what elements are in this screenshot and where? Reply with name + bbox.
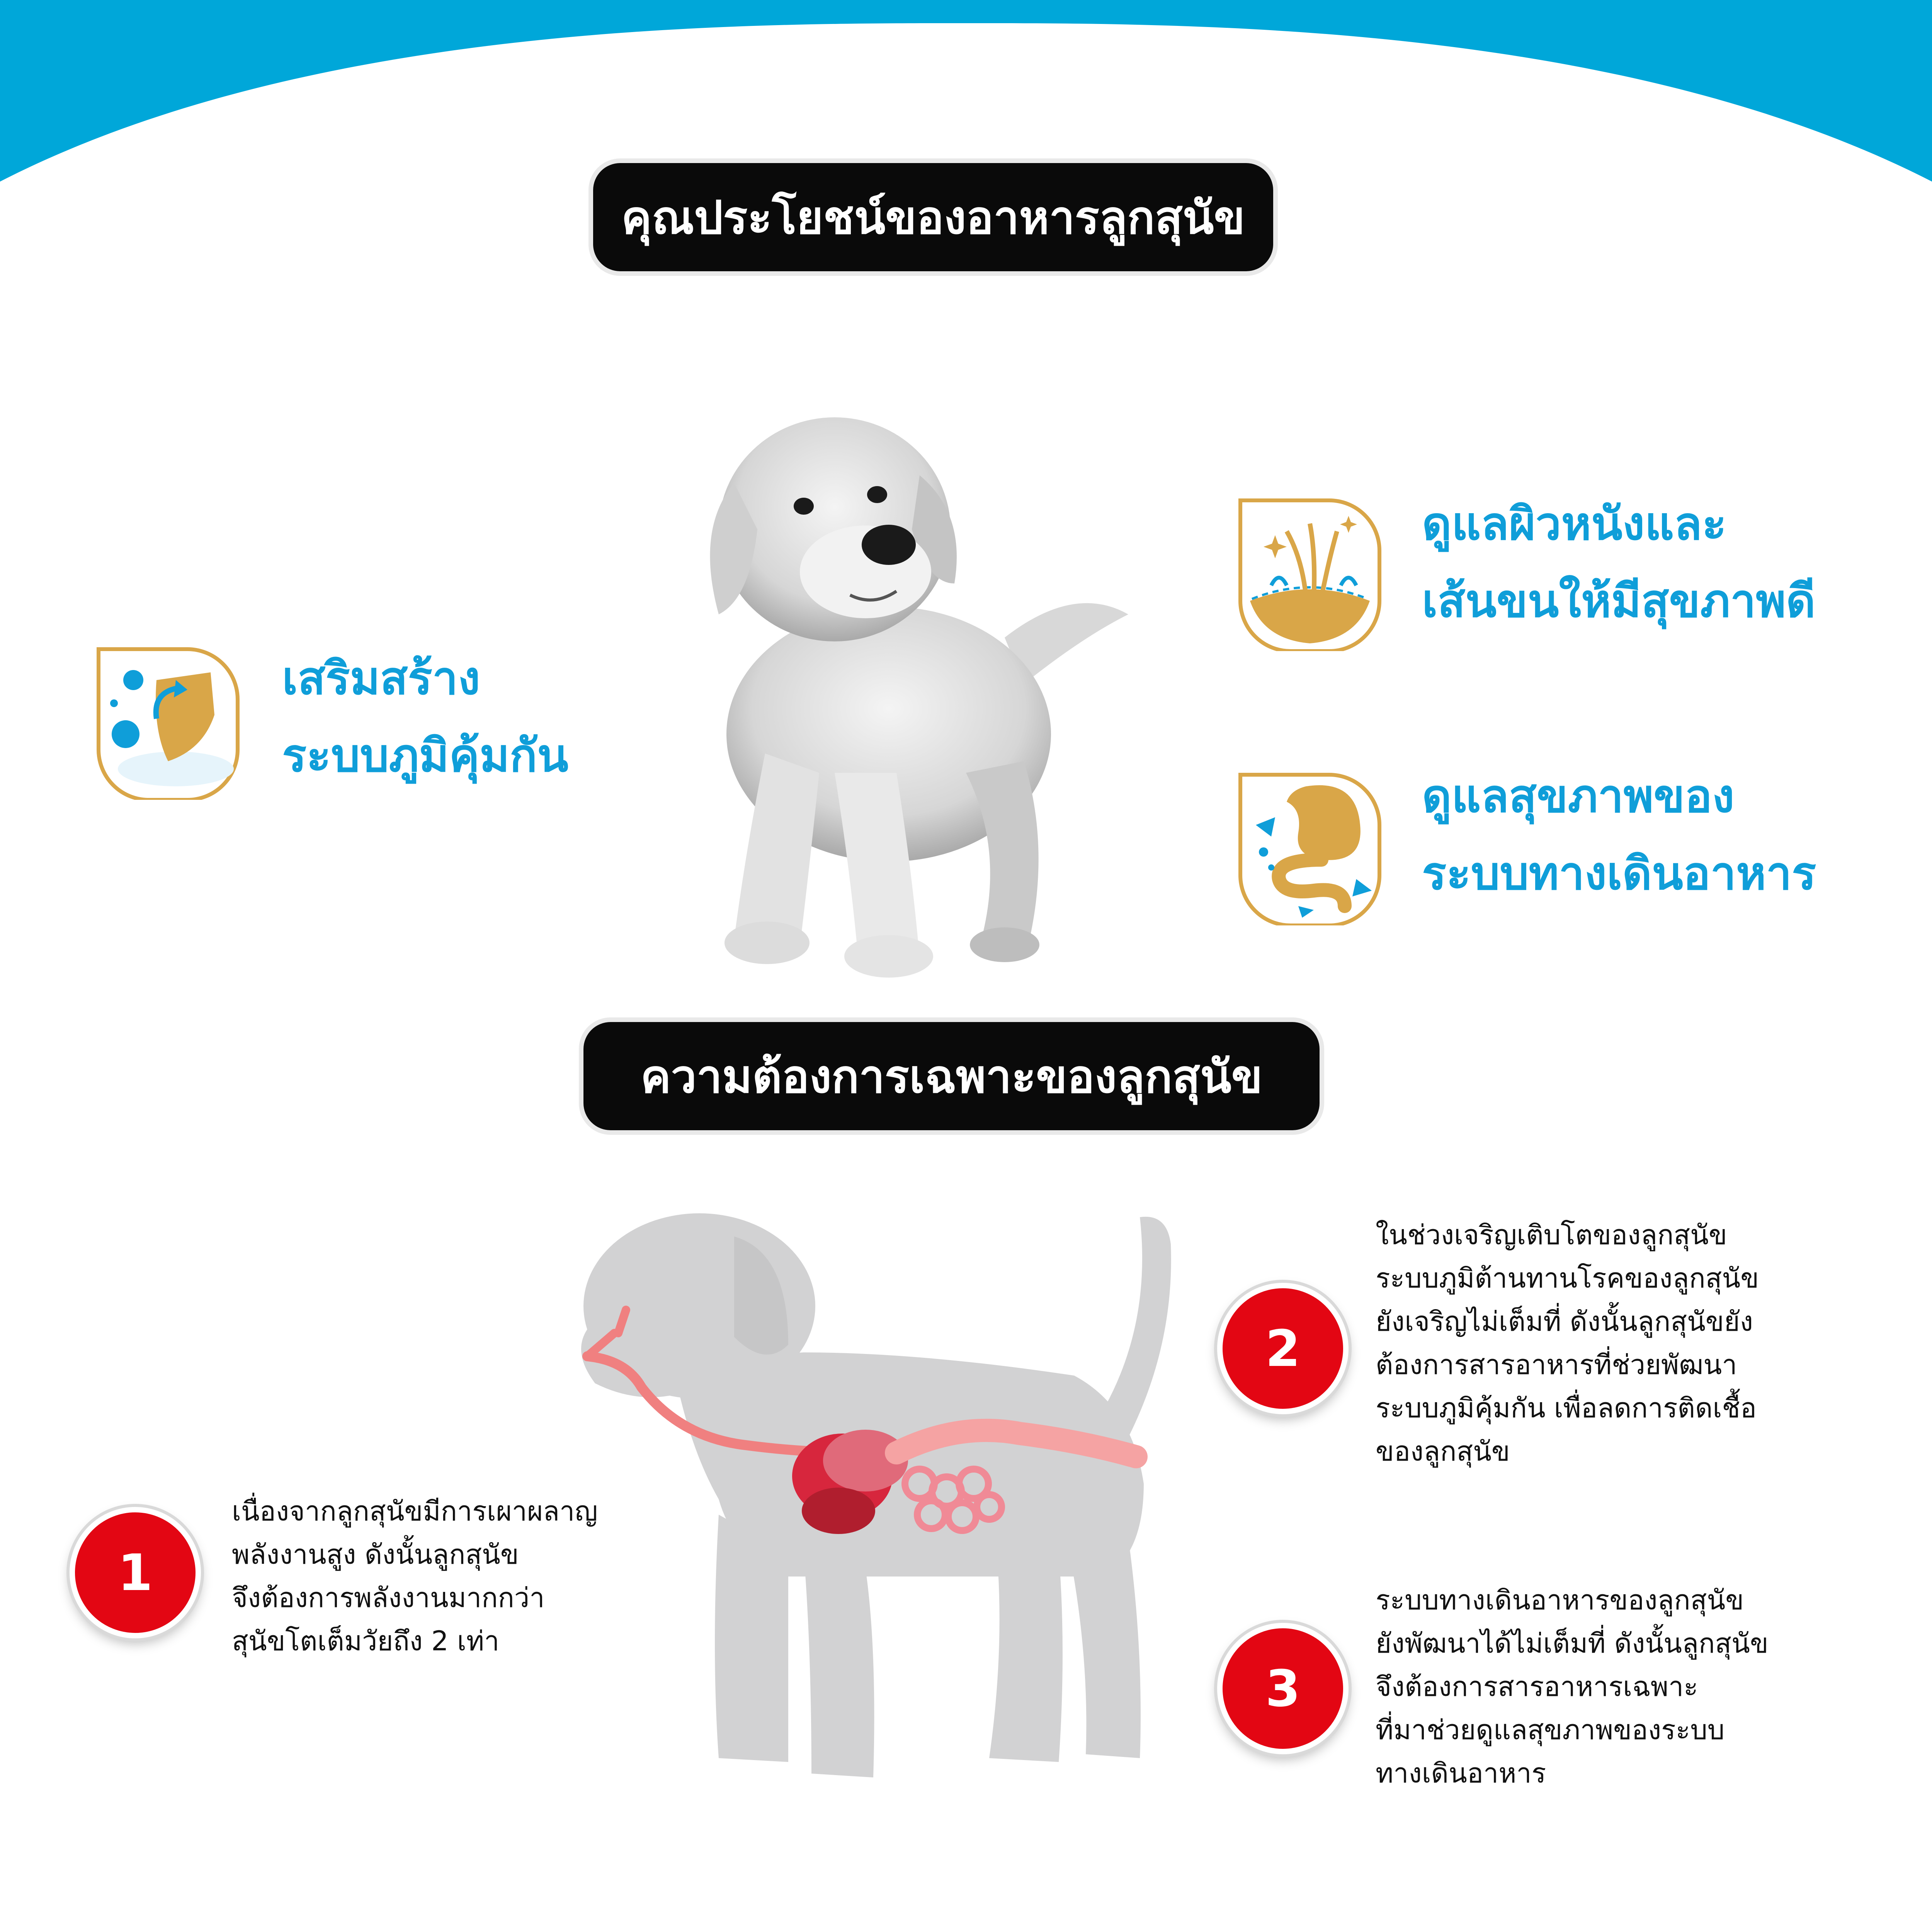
- benefit-immune-line1: เสริมสร้าง: [282, 651, 480, 705]
- need-number-1: 1: [70, 1507, 201, 1638]
- benefit-digest-line2: ระบบทางเดินอาหาร: [1422, 847, 1816, 900]
- immune-shield-icon: [87, 638, 249, 800]
- benefit-skin-text: [1422, 485, 1816, 639]
- need-note-2-line: ในช่วงเจริญเติบโตของลูกสุนัข: [1376, 1219, 1727, 1251]
- need-note-1-line: พลังงานสูง ดังนั้นลูกสุนัข: [232, 1539, 519, 1570]
- need-note-2-line: ต้องการสารอาหารที่ช่วยพัฒนา: [1376, 1349, 1737, 1381]
- need-note-2-line: ระบบภูมิคุ้มกัน เพื่อลดการติดเชื้อ: [1376, 1392, 1757, 1424]
- benefit-skin-line2: เส้นขนให้มีสุขภาพดี: [1422, 574, 1816, 628]
- puppy-photo: [618, 367, 1159, 993]
- benefit-digest-line1: ดูแลสุขภาพของ: [1422, 769, 1735, 823]
- need-number-3: 3: [1217, 1623, 1349, 1754]
- skin-coat-icon: [1229, 489, 1391, 651]
- need-note-2: [1376, 1213, 1759, 1473]
- need-note-1-line: จึงต้องการพลังงานมากกว่า: [232, 1582, 545, 1614]
- need-note-3-line: ที่มาช่วยดูแลสุขภาพของระบบ: [1376, 1714, 1725, 1746]
- need-note-1-line: สุนัขโตเต็มวัยถึง 2 เท่า: [232, 1625, 500, 1657]
- benefits-header: คุณประโยชน์ของอาหารลูกสุนัข: [593, 163, 1273, 271]
- need-note-1-line: เนื่องจากลูกสุนัขมีการเผาผลาญ: [232, 1495, 598, 1527]
- need-note-3-line: ยังพัฒนาได้ไม่เต็มที่ ดังนั้นลูกสุนัข: [1376, 1628, 1769, 1659]
- dog-silhouette-diagram: [572, 1206, 1198, 1808]
- need-note-1: [232, 1490, 598, 1663]
- need-note-2-line: ยังเจริญไม่เต็มที่ ดังนั้นลูกสุนัขยัง: [1376, 1306, 1753, 1337]
- needs-header: ความต้องการเฉพาะของลูกสุนัข: [583, 1022, 1320, 1130]
- need-note-2-line: ระบบภูมิต้านทานโรคของลูกสุนัข: [1376, 1262, 1759, 1294]
- need-note-3-line: ระบบทางเดินอาหารของลูกสุนัข: [1376, 1584, 1744, 1616]
- need-note-3-line: จึงต้องการสารอาหารเฉพาะ: [1376, 1671, 1698, 1702]
- benefit-skin-line1: ดูแลผิวหนังและ: [1422, 497, 1727, 550]
- need-note-2-line: ของลูกสุนัข: [1376, 1435, 1510, 1467]
- digestive-icon: [1229, 763, 1391, 925]
- benefit-immune-line2: ระบบภูมิคุ้มกัน: [282, 729, 568, 782]
- need-note-3: [1376, 1578, 1769, 1795]
- need-note-3-line: ทางเดินอาหาร: [1376, 1757, 1546, 1789]
- benefit-immune-text: [282, 639, 568, 794]
- benefit-digest-text: [1422, 757, 1816, 912]
- need-number-2: 2: [1217, 1283, 1349, 1414]
